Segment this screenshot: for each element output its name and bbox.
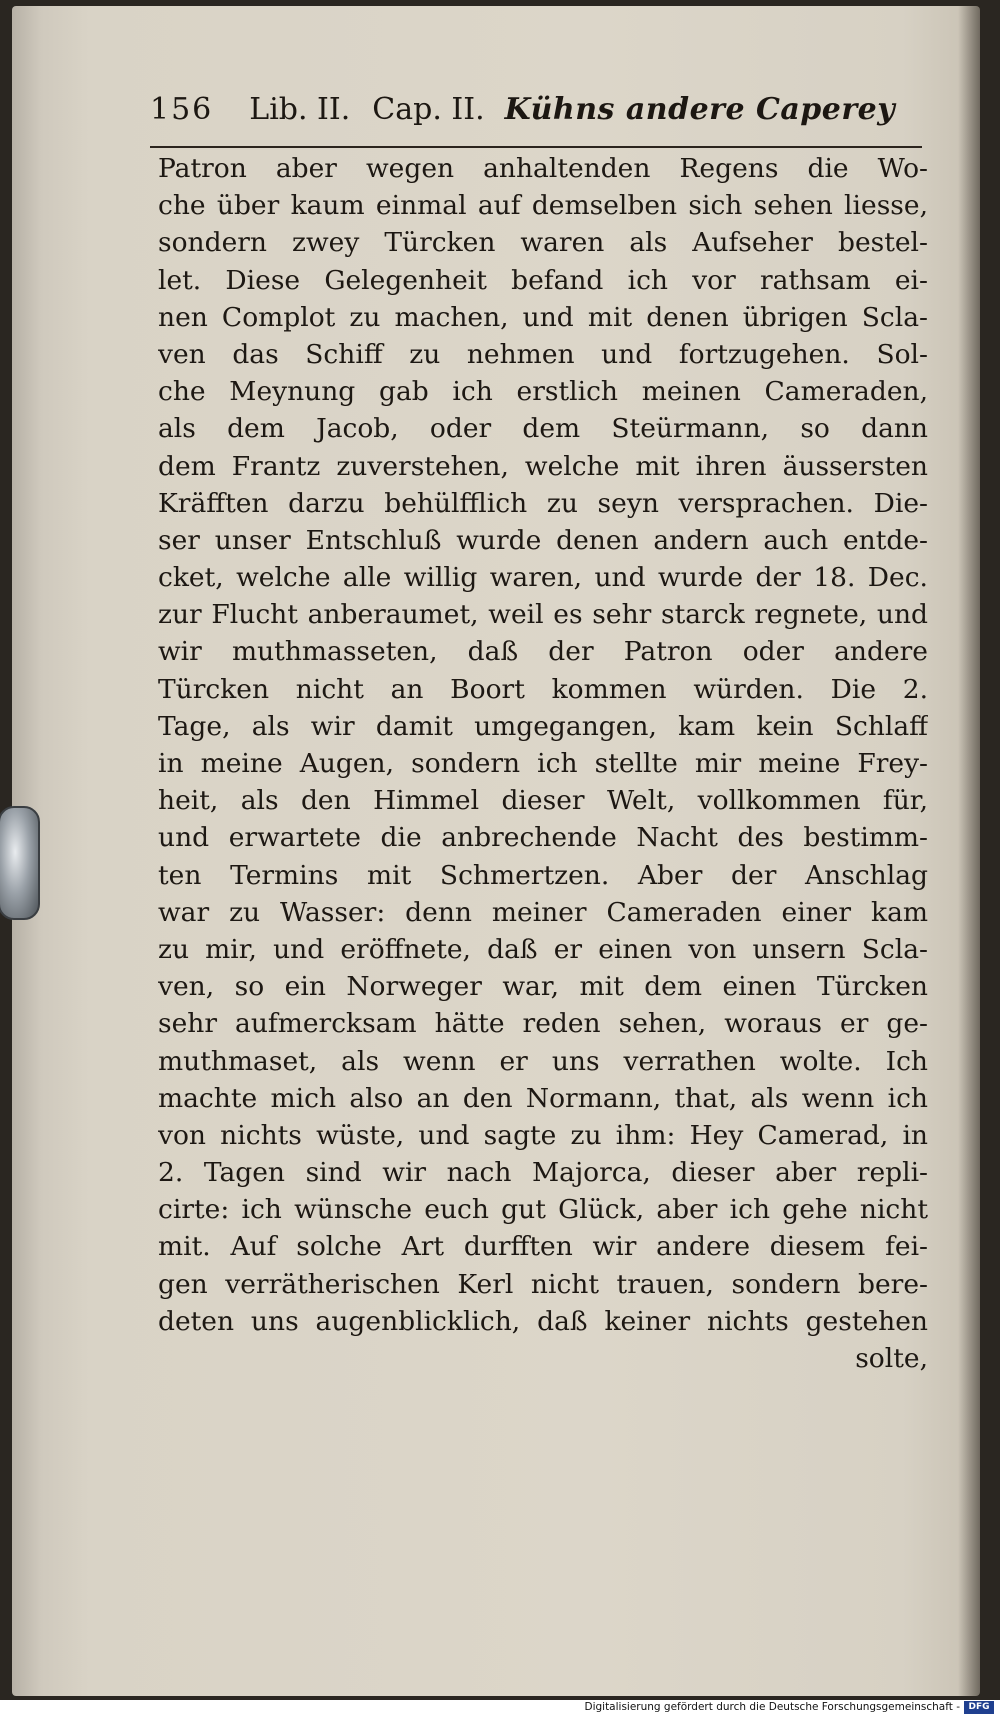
text-line: muthmaset, als wenn er uns verrathen wolte. Ich (158, 1045, 928, 1077)
text-line: heit, als den Himmel dieser Welt, vollkommen für, (158, 785, 928, 817)
text-line: als dem Jacob, oder dem Steürmann, so dann (158, 413, 928, 445)
text-line: und erwartete die anbrechende Nacht des bestimm- (158, 822, 928, 854)
text-line: deten uns augenblicklich, daß keiner nichts gestehen (158, 1305, 928, 1337)
body-text (158, 150, 928, 1377)
chapter-label: Cap. II. (372, 92, 485, 127)
text-line: dem Frantz zuverstehen, welche mit ihren äussersten (158, 450, 928, 482)
text-line: Türcken nicht an Boort kommen würden. Die 2. (158, 673, 928, 705)
text-line: mit. Auf solche Art durfften wir andere diesem fei- (158, 1231, 928, 1263)
header-rule (150, 146, 922, 148)
text-line: Patron aber wegen anhaltenden Regens die Wo- (158, 153, 928, 184)
catchword: solte, (855, 1343, 928, 1374)
text-line: in meine Augen, sondern ich stellte mir meine Frey- (158, 748, 928, 779)
book-clasp-icon (0, 806, 40, 920)
text-line: ser unser Entschluß wurde denen andern auch entde- (158, 524, 928, 556)
text-line: let. Diese Gelegenheit befand ich vor rathsam ei- (158, 264, 928, 296)
digitization-credit: Digitalisierung gefördert durch die Deutsche Forschungsgemeinschaft - (584, 1701, 960, 1713)
text-line: ven das Schiff zu nehmen und fortzugehen. Sol- (158, 338, 928, 370)
text-line: ven, so ein Norweger war, mit dem einen Türcken (158, 971, 928, 1003)
dfg-logo-icon: DFG (964, 1701, 994, 1714)
text-line: nen Complot zu machen, und mit denen übrigen Scla- (158, 301, 928, 333)
text-line: war zu Wasser: denn meiner Cameraden einer kam (158, 896, 928, 928)
text-line: zur Flucht anberaumet, weil es sehr starck regnete, und (158, 599, 928, 631)
text-line: ten Termins mit Schmertzen. Aber der Anschlag (158, 859, 928, 891)
text-line: Tage, als wir damit umgegangen, kam kein Schlaff (158, 710, 928, 742)
page-number: 156 (150, 92, 214, 127)
text-line: wir muthmasseten, daß der Patron oder andere (158, 636, 928, 668)
text-line: machte mich also an den Normann, that, als wenn ich (158, 1082, 928, 1114)
binding-shadow (958, 6, 980, 1696)
text-line: gen verrätherischen Kerl nicht trauen, sondern bere- (158, 1268, 928, 1300)
text-line: 2. Tagen sind wir nach Majorca, dieser aber repli- (158, 1157, 928, 1189)
book-label: Lib. II. (249, 92, 351, 127)
text-line: che über kaum einmal auf demselben sich sehen liesse, (158, 190, 928, 222)
running-header (150, 92, 920, 140)
text-line: von nichts wüste, und sagte zu ihm: Hey Camerad, in (158, 1119, 928, 1151)
text-line: zu mir, und eröffnete, daß er einen von unsern Scla- (158, 933, 928, 965)
text-line: Kräfften darzu behülfflich zu seyn versprachen. Die- (158, 487, 928, 519)
text-line: sehr aufmercksam hätte reden sehen, woraus er ge- (158, 1008, 928, 1040)
text-line: sondern zwey Türcken waren als Aufseher bestel- (158, 227, 928, 259)
text-line: cket, welche alle willig waren, und wurde der 18. Dec. (158, 562, 928, 594)
running-title: Kühns andere Caperey (504, 92, 896, 127)
text-line: cirte: ich wünsche euch gut Glück, aber ich gehe nicht (158, 1194, 928, 1226)
text-line: che Meynung gab ich erstlich meinen Cameraden, (158, 376, 928, 408)
